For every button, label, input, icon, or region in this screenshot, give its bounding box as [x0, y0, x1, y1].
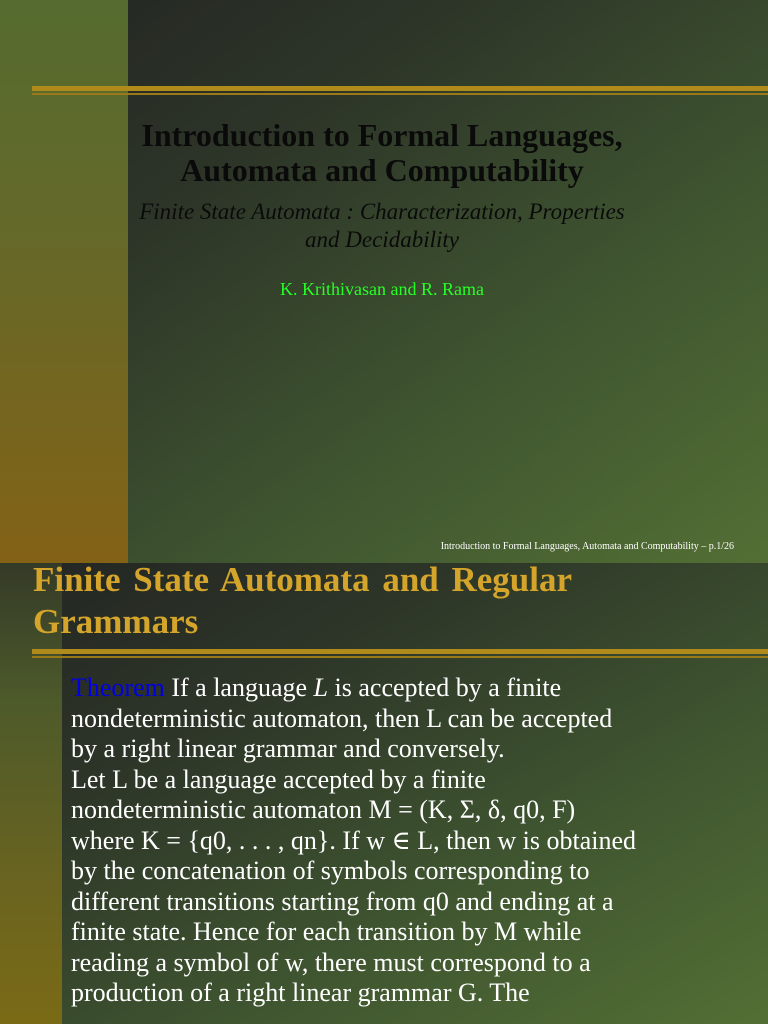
- presentation-subtitle-line-2: and Decidability: [305, 227, 459, 252]
- body-line-1: Theorem If a language L is accepted by a finite: [71, 673, 562, 702]
- title-rule: [32, 649, 768, 654]
- top-rule: [32, 86, 768, 91]
- slide-title-line-2: Grammars: [33, 602, 199, 641]
- body-line-2: nondeterministic automaton, then L can be accepted: [71, 703, 613, 733]
- presentation-title-line-2: Automata and Computability: [180, 152, 584, 188]
- body-line-6: where K = {q0, . . . , qn}. If w ∈ L, then w is obtained: [71, 825, 637, 855]
- presentation-subtitle-line-1: Finite State Automata : Characterization, Properties: [139, 199, 625, 224]
- content-slide: [0, 563, 768, 1024]
- top-rule-thin: [32, 93, 768, 95]
- body-line-3: by a right linear grammar and conversely.: [71, 734, 505, 763]
- body-line-4: Let L be a language accepted by a finite: [71, 764, 486, 794]
- slide-body: [71, 673, 731, 1009]
- body-line-11: production of a right linear grammar G. The: [71, 978, 530, 1007]
- slide-title: [33, 563, 572, 643]
- presentation-title-line-1: Introduction to Formal Languages,: [141, 117, 623, 153]
- body-line-8: different transitions starting from q0 and ending at a: [71, 886, 614, 916]
- slide-title-line-1: Finite State Automata and Regular: [33, 563, 573, 599]
- theorem-label: Theorem: [71, 673, 165, 702]
- title-rule-thin: [32, 656, 768, 658]
- presentation-title: [0, 118, 764, 188]
- authors: K. Krithivasan and R. Rama: [280, 279, 484, 299]
- body-line-7: by the concatenation of symbols corresponding to: [71, 856, 590, 885]
- body-line-9: finite state. Hence for each transition by M while: [71, 917, 582, 946]
- body-line-5: nondeterministic automaton M = (K, Σ, δ, q0, F): [71, 795, 576, 824]
- slide-footer: Introduction to Formal Languages, Automata and Computability – p.1/26: [440, 541, 734, 552]
- body-line-10: reading a symbol of w, there must correspond to a: [71, 947, 591, 977]
- presentation-subtitle: [0, 198, 764, 254]
